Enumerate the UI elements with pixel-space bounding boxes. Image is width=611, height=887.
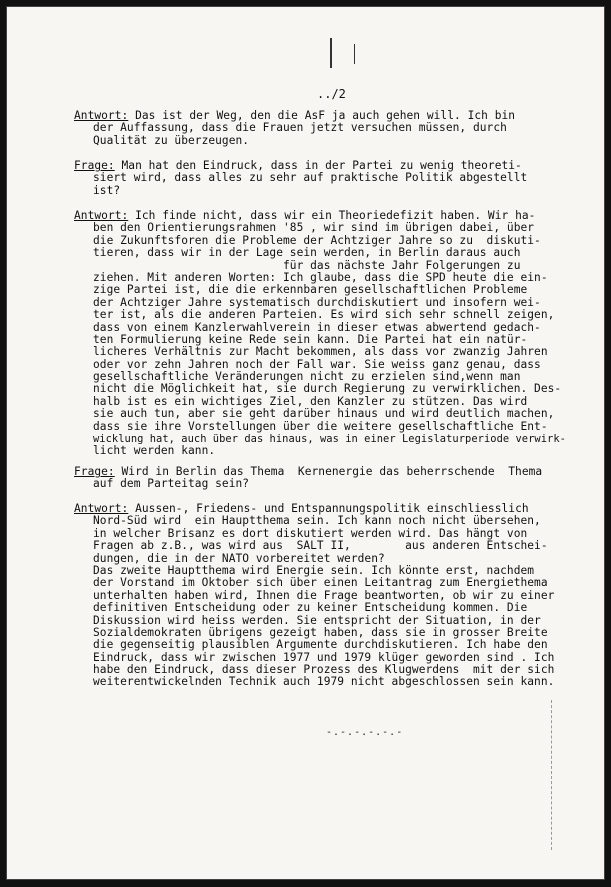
- text-line: Das ist der Weg, den die AsF ja auch gehen will. Ich bin: [128, 109, 516, 122]
- text-line: zige Partei ist, die die erkennbaren gesellschaftlichen Probleme: [93, 283, 528, 297]
- text-line: Eindruck, dass wir zwischen 1977 und 1979 klüger geworden sind . Ich: [93, 650, 555, 664]
- text-line: in welcher Brisanz es dort diskutiert werden wird. Das hängt von: [93, 526, 528, 540]
- text-line: nicht die Möglichkeit hat, sie durch Regierung zu verwirklichen. Des-: [93, 382, 562, 396]
- text-line: dass sie ihre Vorstellungen über die weitere gesellschaftliche Ent-: [93, 419, 548, 433]
- text-line: Das zweite Hauptthema wird Energie sein. Ich könnte erst, nachdem: [93, 563, 535, 577]
- text-line: ist?: [93, 183, 121, 197]
- text-line: oder vor zehn Jahren noch der Fall war. Sie weiss ganz genau, dass: [93, 357, 541, 371]
- text-line: weiterentwickelnden Technik auch 1979 nicht abgeschlossen sein kann.: [93, 675, 555, 689]
- text-line: Qualität zu überzeugen.: [93, 133, 250, 147]
- answer-label: Antwort:: [74, 502, 129, 515]
- text-line: halb ist es ein wichtiges Ziel, den Kanzler zu stützen. Das wird: [93, 394, 528, 408]
- text-line: Nord-Süd wird ein Hauptthema sein. Ich kann noch nicht übersehen,: [93, 514, 541, 528]
- text-line: der Achtziger Jahre systematisch durchdiskutiert und insofern wei-: [93, 295, 541, 309]
- text-line: ben den Orientierungsrahmen '85 , wir sind im übrigen dabei, über: [93, 221, 535, 235]
- text-line: die gegenseitig plausiblen Argumente durchdiskutieren. Ich habe den: [93, 638, 548, 652]
- text-line: habe den Eindruck, dass dieser Prozess des Klugwerdens mit der sich: [93, 663, 555, 677]
- text-line: Aussen-, Friedens- und Entspannungspolitik einschliesslich: [128, 502, 529, 515]
- margin-rule: [551, 700, 553, 850]
- text-line: Man hat den Eindruck, dass in der Partei zu wenig theoreti-: [114, 159, 522, 172]
- text-line: für das nächste Jahr Folgerungen zu: [93, 258, 521, 272]
- text-line: auf dem Parteitag sein?: [93, 477, 250, 491]
- page-number: ../2: [317, 87, 346, 101]
- text-line: licht werden kann.: [93, 444, 216, 458]
- text-line: der Vorstand im Oktober sich über einen Leitantrag zum Energiethema: [93, 576, 548, 590]
- punch-mark-top-right: [354, 44, 355, 64]
- qa-block-question-1: [74, 160, 594, 197]
- text-line: wicklung hat, auch über das hinaus, was in einer Legislaturperiode verwirk-: [93, 433, 566, 446]
- text-line: Fragen ab z.B., was wird aus SALT II, aus anderen Entschei-: [93, 539, 548, 553]
- question-label: Frage:: [74, 465, 115, 478]
- qa-block-answer-2: [74, 210, 594, 458]
- text-line: definitiven Entscheidung oder zu keiner Entscheidung kommen. Die: [93, 601, 528, 615]
- text-line: Ich finde nicht, dass wir ein Theoriedefizit haben. Wir ha-: [128, 209, 536, 222]
- end-separator: -.-.-.-.-.-: [326, 727, 404, 738]
- text-line: sie auch tun, aber sie geht darüber hinaus und wird deutlich machen,: [93, 407, 555, 421]
- text-line: ten Formulierung keine Rede sein kann. Die Partei hat ein natür-: [93, 332, 528, 346]
- answer-label: Antwort:: [74, 209, 129, 222]
- text-line: gesellschaftliche Veränderungen nicht zu erzielen sind,wenn man: [93, 370, 521, 384]
- text-line: ziehen. Mit anderen Worten: Ich glaube, dass die SPD heute die ein-: [93, 270, 548, 284]
- qa-block-answer-1: [74, 110, 594, 147]
- text-line: unterhalten haben wird, Ihnen die Frage beantworten, ob wir zu einer: [93, 588, 555, 602]
- qa-block-question-2: [74, 466, 594, 491]
- text-line: Diskussion wird heiss werden. Sie entspricht der Situation, in der: [93, 613, 541, 627]
- question-label: Frage:: [74, 159, 115, 172]
- text-line: dungen, die in der NATO vorbereitet werden?: [93, 551, 385, 565]
- text-line: Sozialdemokraten übrigens gezeigt haben, dass sie in grosser Breite: [93, 625, 548, 639]
- text-line: tieren, dass wir in der Lage sein werden, in Berlin daraus auch: [93, 246, 521, 260]
- text-line: der Auffassung, dass die Frauen jetzt versuchen müssen, durch: [93, 121, 507, 135]
- text-line: Wird in Berlin das Thema Kernenergie das beherrschende Thema: [114, 465, 543, 478]
- text-line: dass von einem Kanzlerwahlverein in dieser etwas abwertend gedach-: [93, 320, 541, 334]
- text-line: ter ist, als die anderen Parteien. Es wird sich sehr schnell zeigen,: [93, 308, 555, 322]
- answer-label: Antwort:: [74, 109, 129, 122]
- text-line: die Zukunftsforen die Probleme der Achtziger Jahre so zu diskuti-: [93, 233, 541, 247]
- text-line: licheres Verhältnis zur Macht bekommen, als dass vor zwanzig Jahren: [93, 345, 548, 359]
- qa-block-answer-3: [74, 503, 594, 689]
- punch-mark-top: [330, 38, 332, 68]
- text-line: siert wird, dass alles zu sehr auf praktische Politik abgestellt: [93, 171, 528, 185]
